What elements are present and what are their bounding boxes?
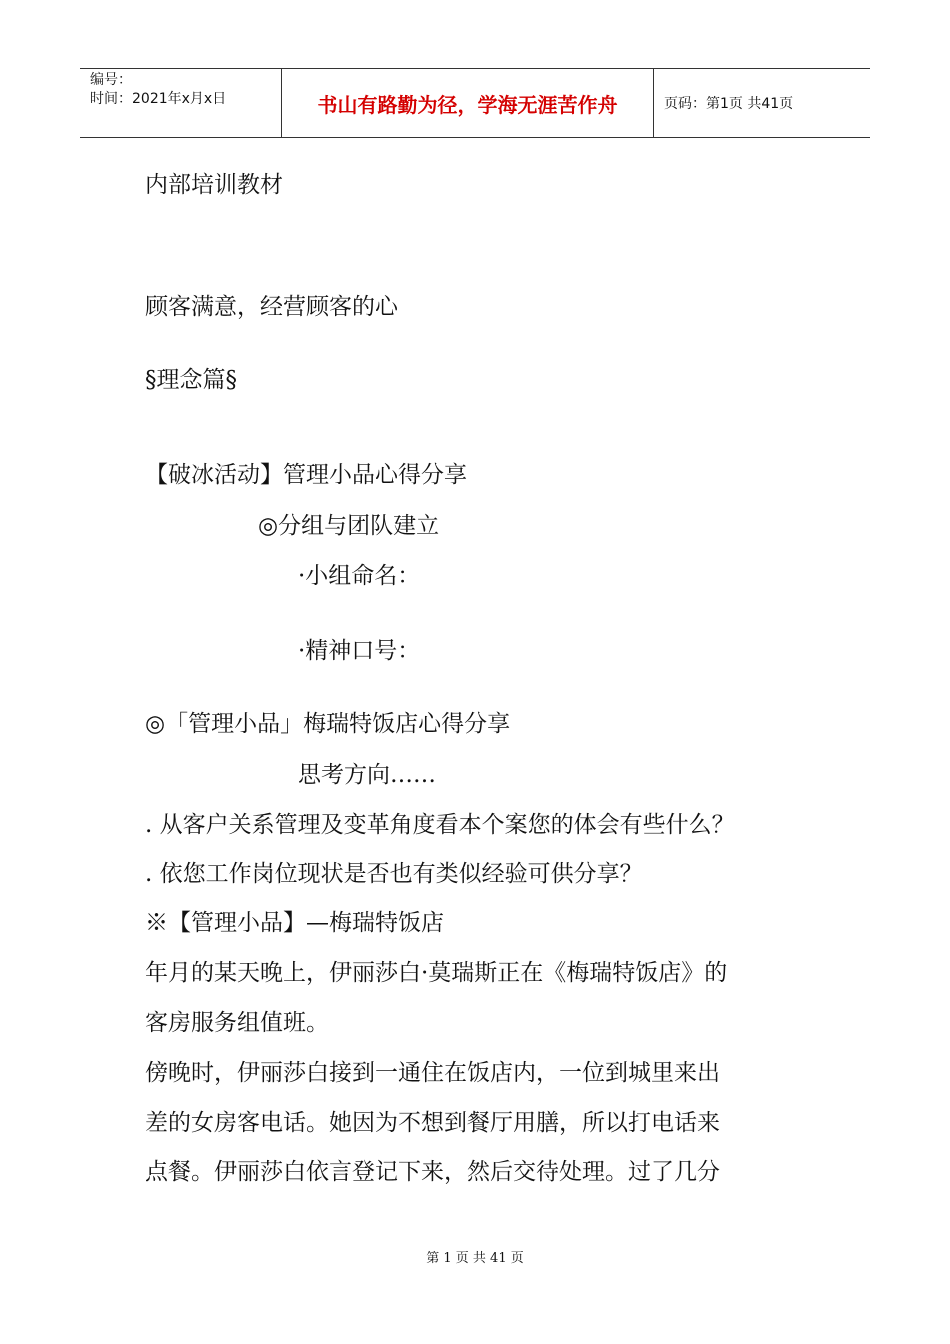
date-label: 时间：2021年x月x日: [90, 91, 227, 107]
case-heading: ※【管理小品】—梅瑞特饭店: [145, 910, 444, 936]
question-2: . 依您工作岗位现状是否也有类似经验可供分享？: [145, 861, 643, 887]
paragraph-line: 客房服务组值班。: [145, 1010, 329, 1036]
activity-heading: 【破冰活动】管理小品心得分享: [145, 462, 467, 488]
section-heading: §理念篇§: [145, 367, 237, 393]
item-group-name: ·小组命名：: [298, 563, 421, 589]
bullet-grouping: ◎分组与团队建立: [258, 513, 440, 539]
document-header: [80, 68, 870, 138]
doc-subtitle: 内部培训教材: [145, 172, 283, 198]
bullet-case-share: ◎「管理小品」梅瑞特饭店心得分享: [145, 711, 511, 737]
doc-title: 顾客满意，经营顾客的心: [145, 294, 398, 320]
page-footer: 第 1 页 共 41 页: [426, 1251, 524, 1266]
header-page-info: 页码：第1页 共41页: [664, 96, 794, 112]
paragraph-line: 点餐。伊丽莎白依言登记下来，然后交待处理。过了几分: [145, 1159, 720, 1185]
paragraph-line: 年月的某天晚上，伊丽莎白·莫瑞斯正在《梅瑞特饭店》的: [145, 960, 728, 986]
paragraph-line: 差的女房客电话。她因为不想到餐厅用膳，所以打电话来: [145, 1110, 720, 1136]
header-meta: [80, 69, 282, 137]
thinking-direction: 思考方向……: [298, 762, 436, 788]
item-slogan: ·精神口号：: [298, 638, 421, 664]
question-1: . 从客户关系管理及变革角度看本个案您的体会有些什么？: [145, 812, 735, 838]
serial-number-label: 编号：: [90, 72, 132, 88]
paragraph-line: 傍晚时，伊丽莎白接到一通住在饭店内，一位到城里来出: [145, 1060, 720, 1086]
header-motto: 书山有路勤为径，学海无涯苦作舟: [282, 69, 654, 137]
